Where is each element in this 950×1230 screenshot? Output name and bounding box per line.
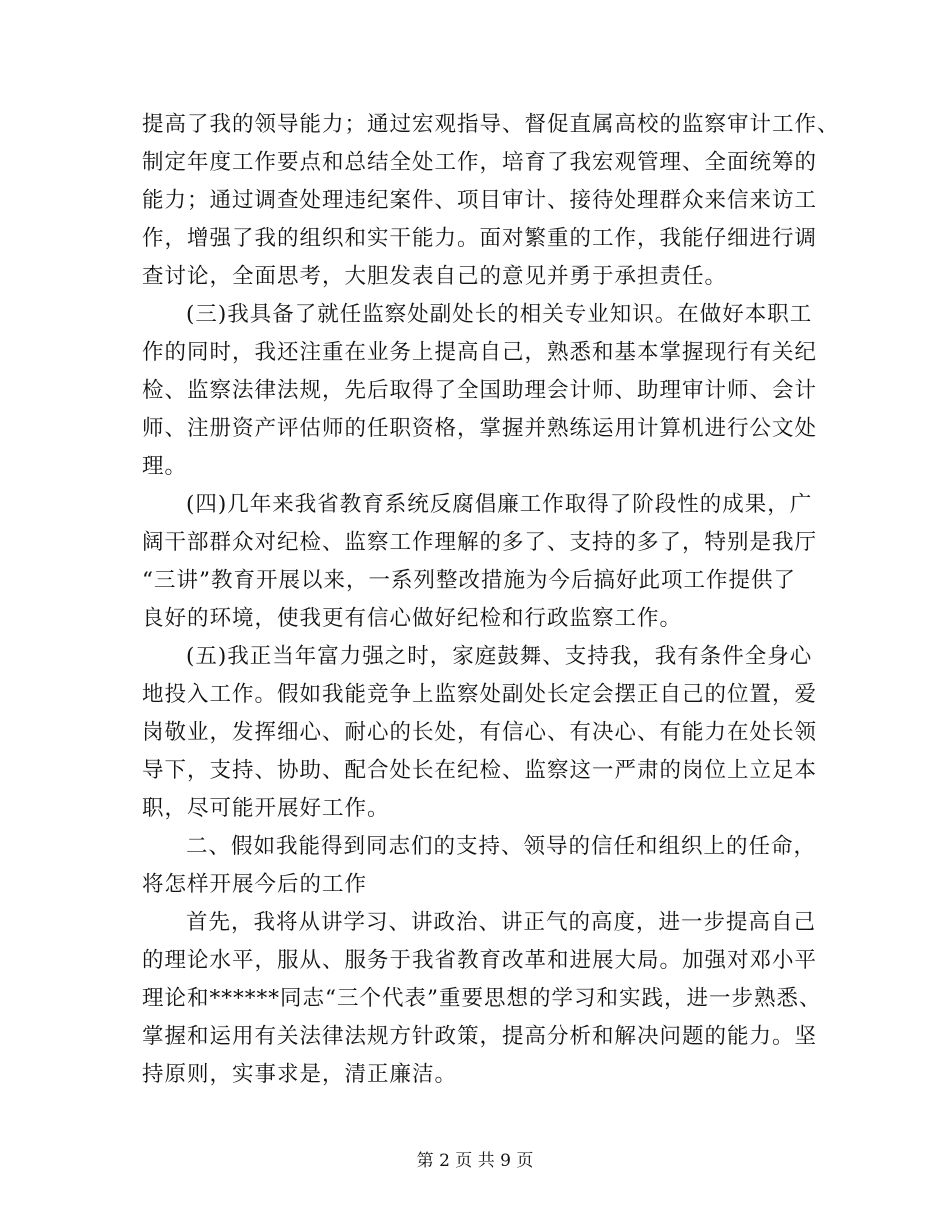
text-line: 的理论水平，服从、服务于我省教育改革和进展大局。加强对邓小平: [142, 948, 818, 973]
paragraph-3-start: (三)我具备了就任监察处副处长的相关专业知识。在做好本职工: [186, 302, 813, 327]
text-line: 良好的环境，使我更有信心做好纪检和行政监察工作。: [142, 606, 683, 631]
paragraph-5-start: (五)我正当年富力强之时，家庭鼓舞、支持我，我有条件全身心: [186, 644, 813, 669]
page-number-footer: 第 2 页 共 9 页: [416, 1151, 534, 1171]
text-line: 查讨论，全面思考，大胆发表自己的意见并勇于承担责任。: [142, 264, 728, 289]
paragraph-first-start: 首先，我将从讲学习、讲政治、讲正气的高度，进一步提高自己: [186, 910, 817, 935]
text-line: 理论和******同志“三个代表”重要思想的学习和实践，进一步熟悉、: [142, 986, 822, 1011]
text-line: 提高了我的领导能力；通过宏观指导、督促直属高校的监察审计工作、: [142, 112, 840, 137]
text-line: 职，尽可能开展好工作。: [142, 796, 390, 821]
text-line: 持原则，实事求是，清正廉洁。: [142, 1062, 458, 1087]
text-line: 岗敬业，发挥细心、耐心的长处，有信心、有决心、有能力在处长领: [142, 720, 818, 745]
text-line: 理。: [142, 454, 188, 479]
paragraph-4-start: (四)几年来我省教育系统反腐倡廉工作取得了阶段性的成果，广: [186, 492, 813, 517]
text-line: 导下，支持、协助、配合处长在纪检、监察这一严肃的岗位上立足本: [142, 758, 818, 783]
text-line: 能力；通过调查处理违纪案件、项目审计、接待处理群众来信来访工: [142, 188, 818, 213]
text-line: 作的同时，我还注重在业务上提高自己，熟悉和基本掌握现行有关纪: [142, 340, 818, 365]
text-line: 阔干部群众对纪检、监察工作理解的多了、支持的多了，特别是我厅: [142, 530, 818, 555]
text-line: 作，增强了我的组织和实干能力。面对繁重的工作，我能仔细进行调: [142, 226, 818, 251]
section-heading-cont: 将怎样开展今后的工作: [142, 872, 368, 897]
text-line: 掌握和运用有关法律法规方针政策，提高分析和解决问题的能力。坚: [142, 1024, 818, 1049]
text-line: 检、监察法律法规，先后取得了全国助理会计师、助理审计师、会计: [142, 378, 818, 403]
text-line: 地投入工作。假如我能竞争上监察处副处长定会摆正自己的位置，爱: [142, 682, 818, 707]
text-line: “三讲”教育开展以来，一系列整改措施为今后搞好此项工作提供了: [142, 568, 796, 593]
text-line: 制定年度工作要点和总结全处工作，培育了我宏观管理、全面统筹的: [142, 150, 818, 175]
text-line: 师、注册资产评估师的任职资格，掌握并熟练运用计算机进行公文处: [142, 416, 818, 441]
section-heading: 二、假如我能得到同志们的支持、领导的信任和组织上的任命，: [186, 834, 817, 859]
